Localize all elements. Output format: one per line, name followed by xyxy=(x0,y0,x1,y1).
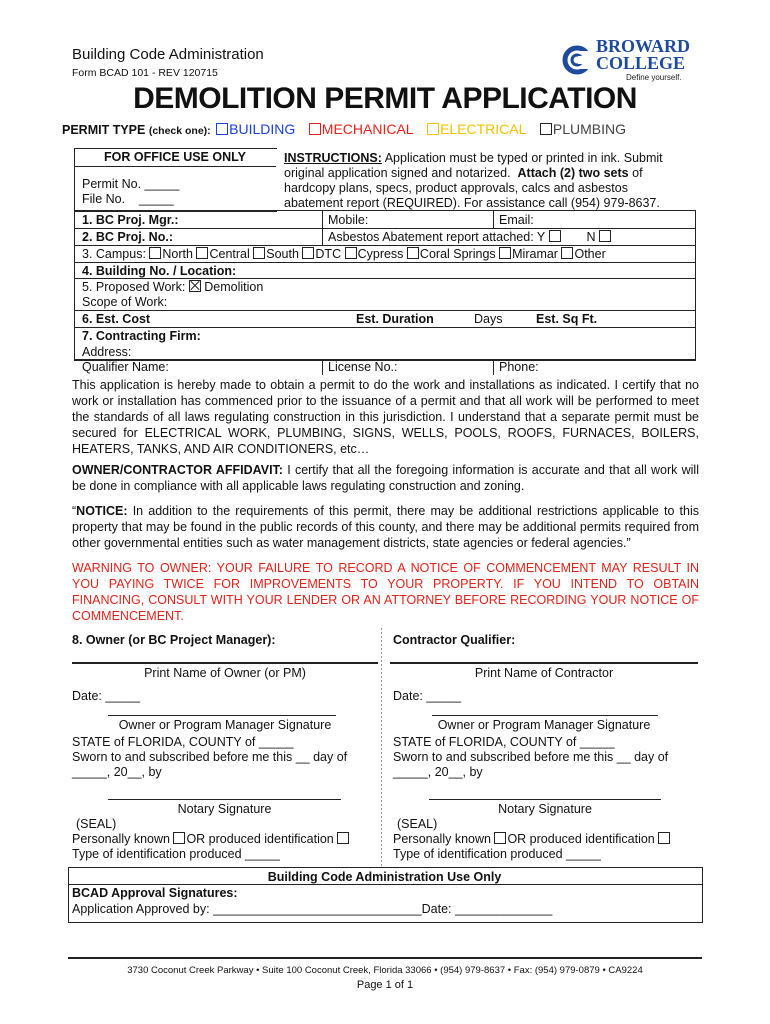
address-label: Address: xyxy=(82,345,132,359)
owner-signature-caption: Owner or Program Manager Signature xyxy=(118,718,332,732)
contractor-notary-line[interactable] xyxy=(429,799,661,800)
permit-type-label: PERMIT TYPE xyxy=(62,123,146,137)
mechanical-label: MECHANICAL xyxy=(321,121,414,137)
signature-column-divider xyxy=(381,628,382,868)
campus-dtc-label: DTC xyxy=(315,247,342,261)
permit-option-plumbing[interactable] xyxy=(540,123,626,137)
plumbing-checkbox[interactable] xyxy=(540,123,552,135)
campus-central-label: Central xyxy=(209,247,250,261)
file-no[interactable]: File No. _____ xyxy=(82,192,174,206)
campus-other-label: Other xyxy=(574,247,606,261)
campus-cypress-label: Cypress xyxy=(357,247,404,261)
qualifier-divider-b xyxy=(493,359,494,375)
instructions-line2a: original application signed and notarized. xyxy=(284,166,518,180)
row1-divider-b xyxy=(493,210,494,228)
owner-produced-checkbox[interactable] xyxy=(337,832,349,844)
est-duration-label: Est. Duration xyxy=(356,312,434,326)
affidavit xyxy=(72,462,699,494)
office-use-divider xyxy=(74,166,276,167)
contractor-year: _____, 20__, by xyxy=(393,765,483,779)
row3-top xyxy=(74,245,695,246)
application-statement: This application is hereby made to obtain a permit to do the work and installations as indicated. I certify that no work or installation has commenced prior to the issuance of a permit and that all work will be performed to meet the standards of all laws regulating construction in this jurisdiction. I understand that a separate permit must be secured for ELECTRICAL WORK, PLUMBING, SIGNS, WELLS, POOLS, ROOFS, FURNACES, BOILERS, HEATERS, TANKS, AND AIR CONDITIONERS, etc… xyxy=(72,378,699,456)
instructions-line2c: of xyxy=(628,166,643,180)
asbestos-row xyxy=(328,230,612,244)
affidavit-text: I certify that all the foregoing information is accurate and that all work will be done in compliance with all applicable laws regulating construction and zoning. xyxy=(72,463,699,493)
bc-proj-no-label: 2. BC Proj. No.: xyxy=(82,230,173,244)
contractor-state-county: STATE of FLORIDA, COUNTY of _____ xyxy=(393,735,615,749)
owner-id-type[interactable]: Type of identification produced _____ xyxy=(72,847,280,861)
org-name: Building Code Administration xyxy=(72,46,264,63)
campus-miramar-checkbox[interactable] xyxy=(499,247,511,259)
notice-label: NOTICE: xyxy=(76,504,128,518)
permit-option-building[interactable] xyxy=(216,123,295,137)
contractor-known-checkbox[interactable] xyxy=(494,832,506,844)
row2-divider xyxy=(322,228,323,245)
campus-other[interactable] xyxy=(561,247,605,261)
demolition-checkbox[interactable] xyxy=(189,280,201,292)
campus-central[interactable] xyxy=(196,247,249,261)
page-number: Page 1 of 1 xyxy=(356,979,414,991)
owner-signature-line[interactable] xyxy=(108,715,336,716)
row1-divider-a xyxy=(322,210,323,228)
contractor-print-caption: Print Name of Contractor xyxy=(474,666,614,680)
owner-print-line[interactable] xyxy=(72,662,378,664)
owner-known-label: Personally known xyxy=(72,832,170,846)
contractor-id-block xyxy=(393,817,671,862)
campus-label-text: 3. Campus: xyxy=(82,247,146,261)
instructions-line3: hardcopy plans, specs, product approvals, calcs and asbestos xyxy=(284,181,628,195)
campus-south[interactable] xyxy=(253,247,299,261)
contractor-produced-label: OR produced identification xyxy=(507,832,655,846)
proposed-work-row xyxy=(82,280,263,294)
bcad-heading-divider xyxy=(68,884,702,885)
proposed-work-label: 5. Proposed Work: xyxy=(82,280,186,294)
owner-seal: (SEAL) xyxy=(76,817,117,831)
contractor-notary-caption: Notary Signature xyxy=(498,802,592,816)
form-id: Form BCAD 101 - REV 120715 xyxy=(72,67,218,79)
contractor-produced-checkbox[interactable] xyxy=(658,832,670,844)
instructions-line2b: Attach (2) two sets xyxy=(517,166,629,180)
contracting-firm-label: 7. Contracting Firm: xyxy=(82,329,201,343)
owner-notary-caption: Notary Signature xyxy=(177,802,272,816)
permit-type-row xyxy=(62,121,626,137)
permit-option-electrical[interactable] xyxy=(427,123,526,137)
owner-notary-line[interactable] xyxy=(108,799,341,800)
campus-miramar-label: Miramar xyxy=(512,247,558,261)
license-no-label: License No.: xyxy=(328,360,398,374)
campus-south-checkbox[interactable] xyxy=(253,247,265,259)
asbestos-yes-checkbox[interactable] xyxy=(549,230,561,242)
permit-option-mechanical[interactable] xyxy=(309,123,414,137)
footer-address: 3730 Coconut Creek Parkway • Suite 100 Coconut Creek, Florida 33066 • (954) 979-8637 • Fax: (954) 979-0879 • CA9224 xyxy=(127,965,643,976)
plumbing-label: PLUMBING xyxy=(552,121,627,137)
instructions-line4: abatement report (REQUIRED). For assistance call (954) 979-8637. xyxy=(284,196,660,210)
building-checkbox[interactable] xyxy=(216,123,228,135)
contractor-id-type[interactable]: Type of identification produced _____ xyxy=(393,847,601,861)
campus-coral-springs[interactable] xyxy=(407,247,496,261)
bcad-approval-label: BCAD Approval Signatures: xyxy=(72,886,238,900)
instructions-line1: Application must be typed or printed in ink. Submit xyxy=(384,151,663,165)
row7-top xyxy=(74,327,695,328)
phone-label: Phone: xyxy=(499,360,539,374)
logo-line2: COLLEGE xyxy=(596,53,686,73)
owner-sworn: Sworn to and subscribed before me this __ day of xyxy=(72,750,348,764)
campus-south-label: South xyxy=(266,247,299,261)
notice-open-quote: “ xyxy=(72,504,77,518)
campus-dtc[interactable] xyxy=(302,247,341,261)
permit-type-hint: (check one): xyxy=(148,125,211,137)
owner-known-checkbox[interactable] xyxy=(173,832,185,844)
logo-tagline: Define yourself. xyxy=(626,73,682,82)
asbestos-label: Asbestos Abatement report attached: Y xyxy=(328,230,546,244)
notice-text: In addition to the requirements of this permit, there may be additional restrictions applicable to this property that may be found in the public records of this county, and there may be additional permits required from other governmental entities such as water management districts, state agencies or federal agencies.” xyxy=(72,504,699,550)
warning-to-owner: WARNING TO OWNER: YOUR FAILURE TO RECORD A NOTICE OF COMMENCEMENT MAY RESULT IN YOU PAYING TWICE FOR IMPROVEMENTS TO YOUR PROPERTY. IF YOU INTEND TO OBTAIN FINANCING, CONSULT WITH YOUR LENDER OR AN ATTORNEY BEFORE RECORDING YOUR NOTICE OF COMMENCEMENT. xyxy=(72,561,699,623)
notice xyxy=(72,503,699,551)
electrical-label: ELECTRICAL xyxy=(440,121,527,137)
affidavit-label: OWNER/CONTRACTOR AFFIDAVIT: xyxy=(72,463,283,477)
footer-rule xyxy=(68,957,702,959)
campus-north-checkbox[interactable] xyxy=(149,247,161,259)
owner-date[interactable]: Date: _____ xyxy=(72,689,141,703)
campus-cypress[interactable] xyxy=(345,247,404,261)
qualifier-name-label: Qualifier Name: xyxy=(82,360,169,374)
contractor-notary-block xyxy=(393,735,668,780)
bcad-approved-by[interactable]: Application Approved by: ______________________________Date: ______________ xyxy=(72,902,553,916)
logo-mark-icon xyxy=(562,38,592,78)
days-label: Days xyxy=(474,312,503,326)
asbestos-no-label: N xyxy=(586,230,596,244)
est-sq-ft-label: Est. Sq Ft. xyxy=(536,312,598,326)
instructions xyxy=(284,151,704,211)
campus-coral-springs-checkbox[interactable] xyxy=(407,247,419,259)
owner-id-block xyxy=(72,817,350,862)
office-use-heading: FOR OFFICE USE ONLY xyxy=(104,150,246,164)
logo-line1: BROWARD xyxy=(596,36,691,56)
campus-north[interactable] xyxy=(149,247,193,261)
contractor-date[interactable]: Date: _____ xyxy=(393,689,462,703)
row-divider-5 xyxy=(74,278,695,279)
row2-top xyxy=(74,228,695,229)
campus-row xyxy=(82,247,606,261)
contractor-signature-caption: Owner or Program Manager Signature xyxy=(437,718,651,732)
mobile-label: Mobile: xyxy=(328,213,369,227)
building-location-label: 4. Building No. / Location: xyxy=(82,264,237,278)
demolition-label: Demolition xyxy=(204,280,264,294)
electrical-checkbox[interactable] xyxy=(427,123,439,135)
row4-top xyxy=(74,262,695,263)
broward-college-logo xyxy=(562,36,692,84)
contractor-heading: Contractor Qualifier: xyxy=(393,633,516,647)
page-title: DEMOLITION PERMIT APPLICATION xyxy=(133,82,637,115)
campus-label xyxy=(82,247,146,261)
campus-cypress-checkbox[interactable] xyxy=(345,247,357,259)
campus-north-label: North xyxy=(162,247,193,261)
building-label: BUILDING xyxy=(229,121,296,137)
email-label: Email: xyxy=(499,213,534,227)
mechanical-checkbox[interactable] xyxy=(309,123,321,135)
contractor-print-line[interactable] xyxy=(390,662,698,664)
asbestos-no-checkbox[interactable] xyxy=(599,230,611,242)
permit-no[interactable]: Permit No. _____ xyxy=(82,177,180,191)
owner-print-caption: Print Name of Owner (or PM) xyxy=(144,666,306,680)
bc-proj-mgr-label: 1. BC Proj. Mgr.: xyxy=(82,213,179,227)
owner-state-county: STATE of FLORIDA, COUNTY of _____ xyxy=(72,735,294,749)
owner-notary-block xyxy=(72,735,347,780)
contractor-signature-line[interactable] xyxy=(432,715,658,716)
owner-heading: 8. Owner (or BC Project Manager): xyxy=(72,633,276,647)
scope-of-work-label: Scope of Work: xyxy=(82,295,168,309)
est-cost-label: 6. Est. Cost xyxy=(82,312,151,326)
qualifier-divider-a xyxy=(322,359,323,375)
instructions-label: INSTRUCTIONS: xyxy=(284,151,382,165)
bcad-heading: Building Code Administration Use Only xyxy=(267,870,502,884)
contractor-known-label: Personally known xyxy=(393,832,491,846)
campus-dtc-checkbox[interactable] xyxy=(302,247,314,259)
contractor-sworn: Sworn to and subscribed before me this __ day of xyxy=(393,750,669,764)
campus-other-checkbox[interactable] xyxy=(561,247,573,259)
owner-produced-label: OR produced identification xyxy=(186,832,334,846)
row-divider-6 xyxy=(74,310,695,311)
campus-miramar[interactable] xyxy=(499,247,558,261)
campus-coral-springs-label: Coral Springs xyxy=(419,247,496,261)
owner-year: _____, 20__, by xyxy=(72,765,162,779)
campus-central-checkbox[interactable] xyxy=(196,247,208,259)
contractor-seal: (SEAL) xyxy=(397,817,438,831)
